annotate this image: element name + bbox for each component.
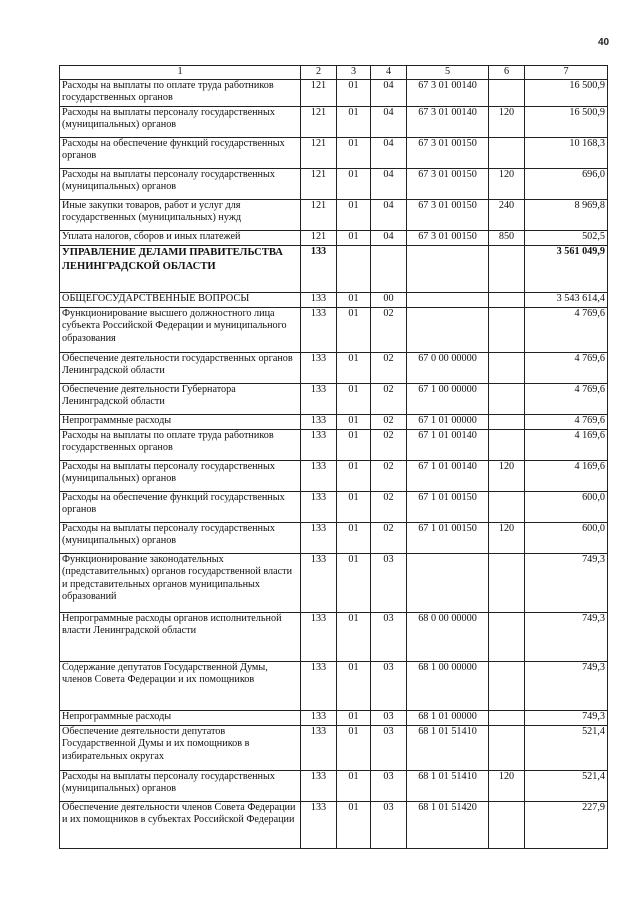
table-row <box>60 199 608 230</box>
row-section-code: 01 <box>337 801 371 848</box>
row-ved-code: 133 <box>301 612 337 661</box>
row-description: Непрограммные расходы <box>60 414 301 429</box>
row-description: Иные закупки товаров, работ и услуг для государственных (муниципальных) нужд <box>60 199 301 230</box>
row-subsection-code: 02 <box>371 491 407 522</box>
row-expense-type-code <box>489 612 525 661</box>
row-description: ОБЩЕГОСУДАРСТВЕННЫЕ ВОПРОСЫ <box>60 292 301 307</box>
row-subsection-code <box>371 245 407 292</box>
row-ved-code: 133 <box>301 801 337 848</box>
row-description: Содержание депутатов Государственной Думы, членов Совета Федерации и их помощников <box>60 661 301 710</box>
row-amount: 16 500,9 <box>525 106 608 137</box>
row-description: Расходы на выплаты персоналу государственных (муниципальных) органов <box>60 106 301 137</box>
row-expense-type-code: 850 <box>489 230 525 245</box>
row-ved-code: 121 <box>301 106 337 137</box>
row-subsection-code: 04 <box>371 230 407 245</box>
row-target-item-code: 67 1 01 00140 <box>407 460 489 491</box>
row-subsection-code: 03 <box>371 661 407 710</box>
row-description: Непрограммные расходы <box>60 710 301 725</box>
row-expense-type-code <box>489 307 525 352</box>
table-row <box>60 491 608 522</box>
row-amount: 521,4 <box>525 770 608 801</box>
row-description: Расходы на выплаты по оплате труда работников государственных органов <box>60 429 301 460</box>
row-description: Обеспечение деятельности государственных органов Ленинградской области <box>60 352 301 383</box>
row-target-item-code: 67 1 01 00000 <box>407 414 489 429</box>
row-expense-type-code <box>489 553 525 612</box>
row-description: Уплата налогов, сборов и иных платежей <box>60 230 301 245</box>
row-expense-type-code: 120 <box>489 522 525 553</box>
row-description: Функционирование высшего должностного лица субъекта Российской Федерации и муниципального образования <box>60 307 301 352</box>
row-expense-type-code <box>489 491 525 522</box>
row-subsection-code: 02 <box>371 522 407 553</box>
row-section-code: 01 <box>337 770 371 801</box>
row-amount: 4 169,6 <box>525 429 608 460</box>
table-row <box>60 79 608 106</box>
row-section-code: 01 <box>337 230 371 245</box>
row-section-code: 01 <box>337 352 371 383</box>
row-amount: 8 969,8 <box>525 199 608 230</box>
row-target-item-code: 68 1 01 51420 <box>407 801 489 848</box>
row-expense-type-code <box>489 414 525 429</box>
row-amount: 600,0 <box>525 491 608 522</box>
row-target-item-code <box>407 292 489 307</box>
row-target-item-code: 67 1 01 00150 <box>407 491 489 522</box>
row-target-item-code <box>407 553 489 612</box>
row-ved-code: 133 <box>301 710 337 725</box>
row-section-code: 01 <box>337 710 371 725</box>
row-description: Функционирование законодательных (представительных) органов государственной власти и представительных органов муниципальных образований <box>60 553 301 612</box>
row-ved-code: 121 <box>301 199 337 230</box>
row-target-item-code: 68 1 01 51410 <box>407 725 489 770</box>
table-row <box>60 106 608 137</box>
row-section-code: 01 <box>337 522 371 553</box>
row-ved-code: 133 <box>301 292 337 307</box>
row-amount: 749,3 <box>525 710 608 725</box>
table-row <box>60 292 608 307</box>
row-subsection-code: 00 <box>371 292 407 307</box>
row-target-item-code: 67 3 01 00150 <box>407 199 489 230</box>
row-ved-code: 121 <box>301 79 337 106</box>
row-subsection-code: 02 <box>371 414 407 429</box>
row-subsection-code: 02 <box>371 383 407 414</box>
page-number: 40 <box>598 37 610 48</box>
row-amount: 4 169,6 <box>525 460 608 491</box>
header-col-5: 5 <box>407 66 489 80</box>
row-target-item-code: 67 3 01 00150 <box>407 137 489 168</box>
row-subsection-code: 04 <box>371 106 407 137</box>
row-description: Расходы на выплаты по оплате труда работников государственных органов <box>60 79 301 106</box>
row-target-item-code <box>407 245 489 292</box>
row-ved-code: 133 <box>301 770 337 801</box>
table-row <box>60 460 608 491</box>
table-row <box>60 661 608 710</box>
row-section-code: 01 <box>337 491 371 522</box>
row-section-code: 01 <box>337 307 371 352</box>
row-target-item-code: 68 1 00 00000 <box>407 661 489 710</box>
row-amount: 696,0 <box>525 168 608 199</box>
table-row <box>60 770 608 801</box>
row-amount: 521,4 <box>525 725 608 770</box>
row-target-item-code: 68 1 01 00000 <box>407 710 489 725</box>
row-description: Обеспечение деятельности членов Совета Федерации и их помощников в субъектах Российской Федерации <box>60 801 301 848</box>
row-expense-type-code <box>489 661 525 710</box>
row-expense-type-code <box>489 79 525 106</box>
row-subsection-code: 03 <box>371 612 407 661</box>
row-description: Расходы на выплаты персоналу государственных (муниципальных) органов <box>60 168 301 199</box>
row-target-item-code: 67 1 01 00150 <box>407 522 489 553</box>
row-subsection-code: 03 <box>371 770 407 801</box>
row-expense-type-code: 120 <box>489 460 525 491</box>
header-col-6: 6 <box>489 66 525 80</box>
row-expense-type-code <box>489 725 525 770</box>
row-amount: 10 168,3 <box>525 137 608 168</box>
table-row <box>60 553 608 612</box>
row-target-item-code: 68 0 00 00000 <box>407 612 489 661</box>
row-ved-code: 133 <box>301 553 337 612</box>
row-amount: 4 769,6 <box>525 383 608 414</box>
row-ved-code: 121 <box>301 230 337 245</box>
row-amount: 3 543 614,4 <box>525 292 608 307</box>
row-target-item-code: 67 1 00 00000 <box>407 383 489 414</box>
row-expense-type-code <box>489 352 525 383</box>
row-amount: 3 561 049,9 <box>525 245 608 292</box>
row-expense-type-code: 240 <box>489 199 525 230</box>
row-expense-type-code: 120 <box>489 770 525 801</box>
row-expense-type-code <box>489 137 525 168</box>
row-amount: 16 500,9 <box>525 79 608 106</box>
row-subsection-code: 02 <box>371 429 407 460</box>
row-section-code: 01 <box>337 414 371 429</box>
table-row <box>60 801 608 848</box>
row-amount: 4 769,6 <box>525 307 608 352</box>
budget-table <box>59 65 608 849</box>
row-section-code: 01 <box>337 612 371 661</box>
row-amount: 4 769,6 <box>525 414 608 429</box>
table-row <box>60 230 608 245</box>
row-subsection-code: 04 <box>371 199 407 230</box>
table-row <box>60 710 608 725</box>
row-section-code: 01 <box>337 199 371 230</box>
row-section-code: 01 <box>337 553 371 612</box>
row-subsection-code: 02 <box>371 307 407 352</box>
row-description: Расходы на выплаты персоналу государственных (муниципальных) органов <box>60 522 301 553</box>
row-subsection-code: 04 <box>371 79 407 106</box>
row-section-code: 01 <box>337 383 371 414</box>
row-description: Расходы на выплаты персоналу государственных (муниципальных) органов <box>60 770 301 801</box>
row-target-item-code: 67 1 01 00140 <box>407 429 489 460</box>
row-amount: 502,5 <box>525 230 608 245</box>
budget-table-body <box>60 66 608 849</box>
row-amount: 749,3 <box>525 661 608 710</box>
row-description: Обеспечение деятельности депутатов Государственной Думы и их помощников в избирательных округах <box>60 725 301 770</box>
row-section-code: 01 <box>337 292 371 307</box>
row-amount: 227,9 <box>525 801 608 848</box>
row-ved-code: 133 <box>301 661 337 710</box>
table-row <box>60 245 608 292</box>
row-ved-code: 133 <box>301 429 337 460</box>
row-description: Расходы на обеспечение функций государственных органов <box>60 137 301 168</box>
row-subsection-code: 04 <box>371 168 407 199</box>
row-subsection-code: 03 <box>371 553 407 612</box>
table-header-row <box>60 66 608 80</box>
row-target-item-code: 67 3 01 00140 <box>407 79 489 106</box>
row-subsection-code: 03 <box>371 801 407 848</box>
row-ved-code: 133 <box>301 414 337 429</box>
row-expense-type-code <box>489 429 525 460</box>
row-section-code: 01 <box>337 460 371 491</box>
row-description: Расходы на выплаты персоналу государственных (муниципальных) органов <box>60 460 301 491</box>
row-amount: 4 769,6 <box>525 352 608 383</box>
row-ved-code: 133 <box>301 491 337 522</box>
row-section-code: 01 <box>337 137 371 168</box>
table-row <box>60 725 608 770</box>
row-target-item-code <box>407 307 489 352</box>
table-row <box>60 307 608 352</box>
row-target-item-code: 67 3 01 00150 <box>407 230 489 245</box>
row-ved-code: 133 <box>301 725 337 770</box>
row-ved-code: 133 <box>301 522 337 553</box>
row-amount: 600,0 <box>525 522 608 553</box>
row-target-item-code: 67 0 00 00000 <box>407 352 489 383</box>
table-row <box>60 429 608 460</box>
row-subsection-code: 03 <box>371 710 407 725</box>
row-subsection-code: 02 <box>371 460 407 491</box>
row-section-code <box>337 245 371 292</box>
row-expense-type-code <box>489 801 525 848</box>
table-row <box>60 352 608 383</box>
row-ved-code: 133 <box>301 352 337 383</box>
row-section-code: 01 <box>337 661 371 710</box>
row-target-item-code: 67 3 01 00140 <box>407 106 489 137</box>
row-description: Обеспечение деятельности Губернатора Ленинградской области <box>60 383 301 414</box>
row-expense-type-code <box>489 710 525 725</box>
header-col-7: 7 <box>525 66 608 80</box>
header-col-1: 1 <box>60 66 301 80</box>
header-col-3: 3 <box>337 66 371 80</box>
row-section-code: 01 <box>337 725 371 770</box>
table-row <box>60 168 608 199</box>
row-section-code: 01 <box>337 429 371 460</box>
row-ved-code: 133 <box>301 383 337 414</box>
row-description: Расходы на обеспечение функций государственных органов <box>60 491 301 522</box>
row-ved-code: 133 <box>301 460 337 491</box>
row-expense-type-code <box>489 383 525 414</box>
header-col-2: 2 <box>301 66 337 80</box>
row-description: УПРАВЛЕНИЕ ДЕЛАМИ ПРАВИТЕЛЬСТВА ЛЕНИНГРАДСКОЙ ОБЛАСТИ <box>60 245 301 292</box>
row-subsection-code: 04 <box>371 137 407 168</box>
row-ved-code: 133 <box>301 245 337 292</box>
row-section-code: 01 <box>337 106 371 137</box>
row-target-item-code: 68 1 01 51410 <box>407 770 489 801</box>
row-amount: 749,3 <box>525 553 608 612</box>
row-subsection-code: 02 <box>371 352 407 383</box>
row-ved-code: 121 <box>301 137 337 168</box>
row-target-item-code: 67 3 01 00150 <box>407 168 489 199</box>
row-subsection-code: 03 <box>371 725 407 770</box>
row-section-code: 01 <box>337 168 371 199</box>
row-ved-code: 121 <box>301 168 337 199</box>
row-expense-type-code: 120 <box>489 168 525 199</box>
row-expense-type-code <box>489 292 525 307</box>
table-row <box>60 414 608 429</box>
row-expense-type-code: 120 <box>489 106 525 137</box>
row-expense-type-code <box>489 245 525 292</box>
row-ved-code: 133 <box>301 307 337 352</box>
table-row <box>60 137 608 168</box>
row-amount: 749,3 <box>525 612 608 661</box>
row-section-code: 01 <box>337 79 371 106</box>
table-row <box>60 522 608 553</box>
row-description: Непрограммные расходы органов исполнительной власти Ленинградской области <box>60 612 301 661</box>
table-row <box>60 383 608 414</box>
header-col-4: 4 <box>371 66 407 80</box>
table-row <box>60 612 608 661</box>
